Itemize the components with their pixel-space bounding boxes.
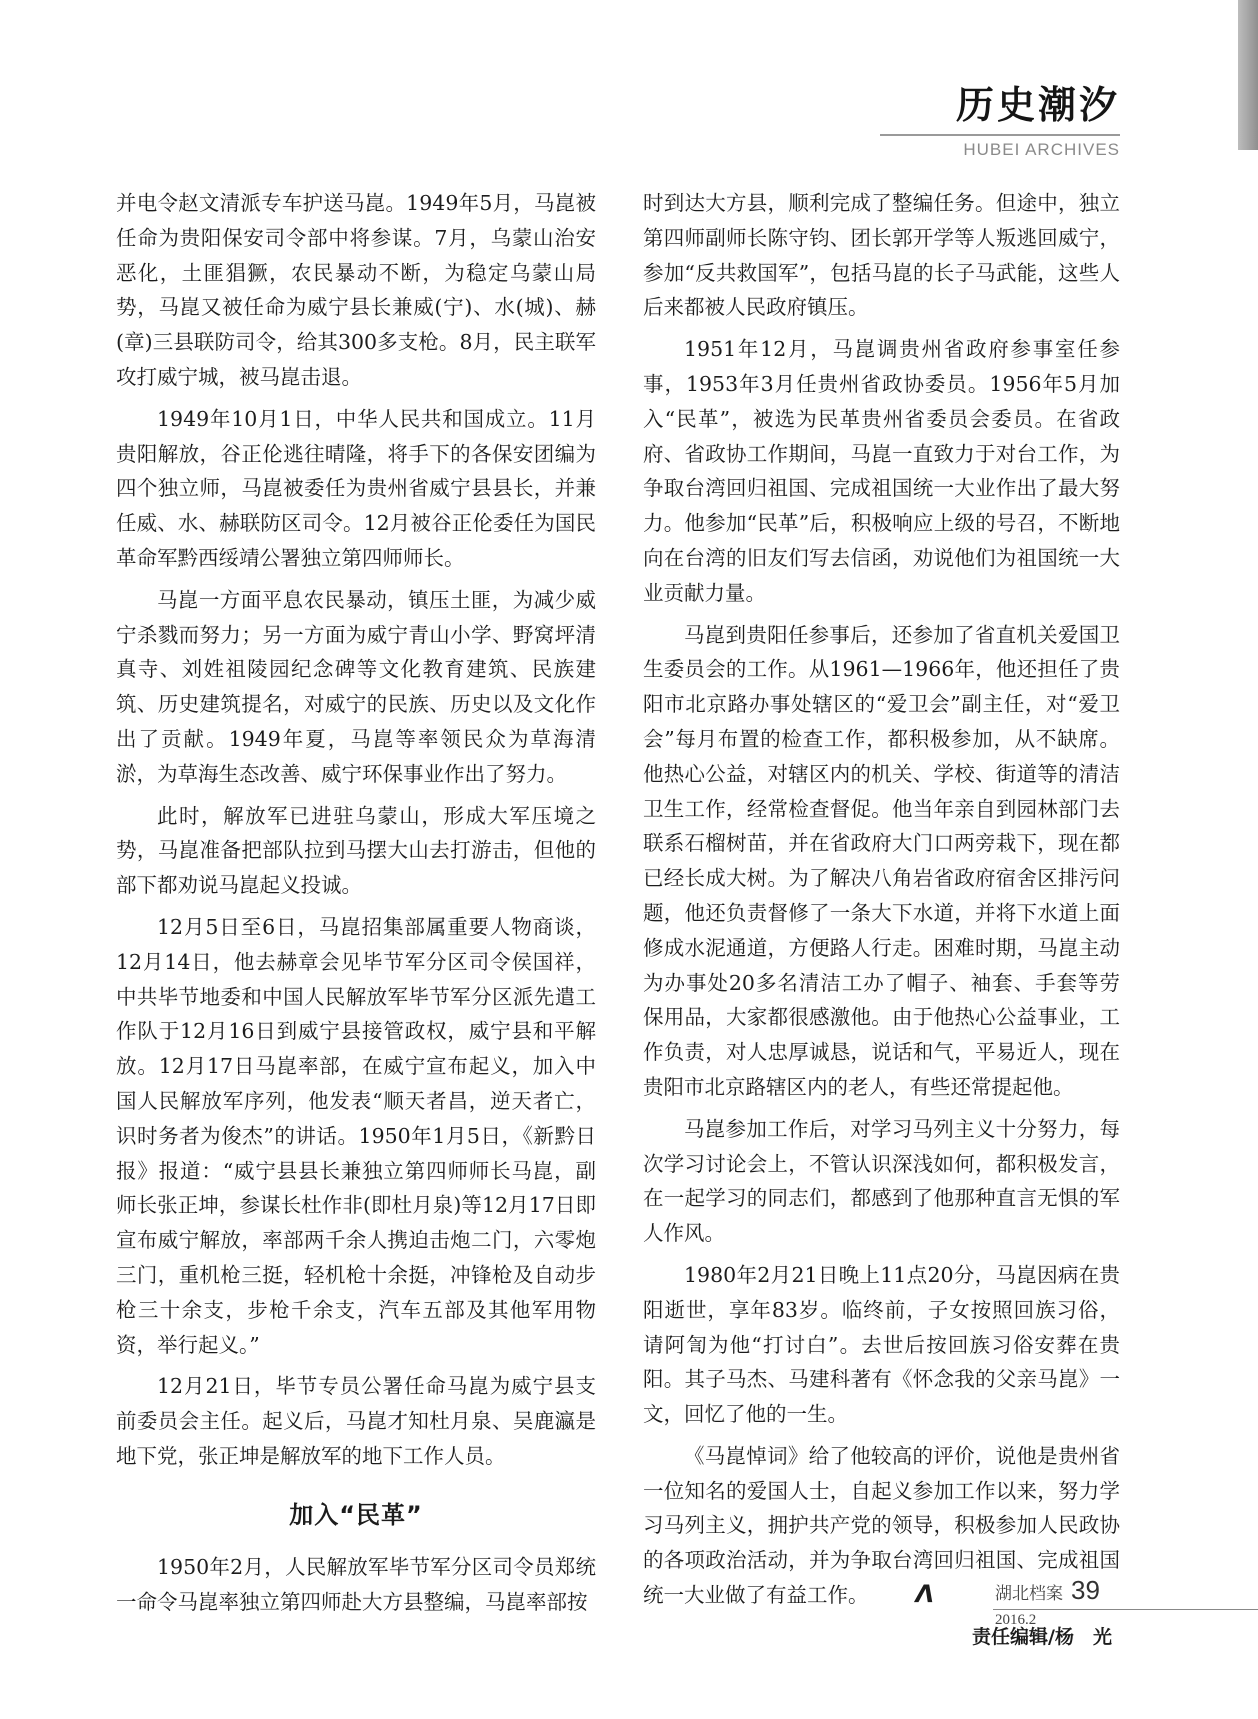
paragraph: 1951年12月，马崑调贵州省政府参事室任参事，1953年3月任贵州省政协委员。1956年5月加入“民革”，被选为民革贵州省委员会委员。在省政府、省政协工作期间，马崑一直致力于对台工作，为争取台湾回归祖国、完成祖国统一大业作出了最大努力。他参加“民革”后，积极响应上级的号召，不断地向在台湾的旧友们写去信函，劝说他们为祖国统一大业贡献力量。	[643, 337, 1120, 605]
paragraph: 马崑参加工作后，对学习马列主义十分努力，每次学习讨论会上，不管认识深浅如何，都积极发言，在一起学习的同志们，都感到了他那种直言无惧的军人作风。	[643, 1116, 1120, 1246]
paragraph: 马崑到贵阳任参事后，还参加了省直机关爱国卫生委员会的工作。从1961—1966年，他还担任了贵阳市北京路办事处辖区的“爱卫会”副主任，对“爱卫会”每月布置的检查工作，都积极参加，从不缺席。他热心公益，对辖区内的机关、学校、街道等的清洁卫生工作，经常检查督促。他当年亲自到园林部门去联系石榴树苗，并在省政府大门口两旁栽下，现在都已经长成大树。为了解决八角岩省政府宿舍区排污问题，他还负责督修了一条大下水道，并将下水道上面修成水泥通道，方便路人行走。困难时期，马崑主动为办事处20多名清洁工办了帽子、袖套、手套等劳保用品，大家都很感激他。由于他热心公益事业，工作负责，对人忠厚诚恳，说话和气，平易近人，现在贵阳市北京路辖区内的老人，有些还常提起他。	[643, 622, 1120, 1099]
section-title: 历史潮汐	[955, 82, 1120, 127]
paragraph: 1980年2月21日晚上11点20分，马崑因病在贵阳逝世，享年83岁。临终前，子女按照回族习俗，请阿訇为他“打讨白”。去世后按回族习俗安葬在贵阳。其子马杰、马建科著有《怀念我的父亲马崑》一文，回忆了他的一生。	[643, 1262, 1120, 1427]
page-footer	[993, 1575, 1258, 1629]
paragraph: 1949年10月1日，中华人民共和国成立。11月贵阳解放，谷正伦逃往晴隆，将手下的各保安团编为四个独立师，马崑被委任为贵州省威宁县县长，并兼任威、水、赫联防区司令。12月被谷正伦委任为国民革命军黔西绥靖公署独立第四师师长。	[116, 406, 596, 570]
section-subtitle-en: HUBEI ARCHIVES	[963, 140, 1120, 159]
paragraph: 12月5日至6日，马崑招集部属重要人物商谈，12月14日，他去赫章会见毕节军分区司令侯国祥，中共毕节地委和中国人民解放军毕节军分区派先遣工作队于12月16日到威宁县接管政权，威宁县和平解放。12月17日马崑率部，在威宁宣布起义，加入中国人民解放军序列，他发表“顺天者昌，逆天者亡，识时务者为俊杰”的讲话。1950年1月5日，《新黔日报》报道：“威宁县县长兼独立第四师师长马崑，副师长张正坤，参谋长杜作非(即杜月泉)等12月17日即宣布威宁解放，率部两千余人携迫击炮二门，六零炮三门，重机枪三挺，轻机枪十余挺，冲锋枪及自动步枪三十余支，步枪千余支，汽车五部及其他军用物资，举行起义。”	[116, 914, 596, 1357]
right-column	[643, 186, 1120, 1655]
paragraph: 并电令赵文清派专车护送马崑。1949年5月，马崑被任命为贵阳保安司令部中将参谋。7月，乌蒙山治安恶化，土匪猖獗，农民暴动不断，为稳定乌蒙山局势，马崑又被任命为威宁县长兼威(宁)、水(城)、赫(章)三县联防司令，给其300多支枪。8月，民主联军攻打威宁城，被马崑击退。	[116, 191, 596, 389]
end-of-article-icon: Λ	[915, 1580, 935, 1609]
editor-credit: 责任编辑/杨 光	[972, 1625, 1112, 1648]
paragraph: 12月21日，毕节专员公署任命马崑为威宁县支前委员会主任。起义后，马崑才知杜月泉、吴鹿瀛是地下党，张正坤是解放军的地下工作人员。	[116, 1374, 596, 1468]
issue-number: 2016.2	[995, 1612, 1037, 1628]
paragraph: 马崑一方面平息农民暴动，镇压土匪，为减少威宁杀戮而努力；另一方面为威宁青山小学、野窝坪清真寺、刘姓祖陵园纪念碑等文化教育建筑、民族建筑、历史建筑提名，对威宁的民族、历史以及文化作出了贡献。1949年夏，马崑等率领民众为草海清淤，为草海生态改善、威宁环保事业作出了努力。	[116, 587, 596, 786]
subheading: 加入“民革”	[289, 1500, 423, 1529]
paragraph: 1950年2月，人民解放军毕节军分区司令员郑统一命令马崑率独立第四师赴大方县整编，马崑率部按	[116, 1555, 596, 1615]
paragraph-text: 《马崑悼词》给了他较高的评价，说他是贵州省一位知名的爱国人士，自起义参加工作以来，努力学习马列主义，拥护共产党的领导，积极参加人民政协的各项政治活动，并为争取台湾回归祖国、完成祖国统一大业做了有益工作。	[643, 1443, 1120, 1608]
left-column	[116, 186, 596, 1627]
section-header	[880, 82, 1120, 160]
footer-divider	[993, 1609, 1258, 1610]
magazine-name: 湖北档案	[995, 1584, 1063, 1604]
side-decoration-bar	[1238, 0, 1258, 150]
paragraph: 时到达大方县，顺利完成了整编任务。但途中，独立第四师副师长陈守钧、团长郭开学等人叛逃回威宁，参加“反共救国军”，包括马崑的长子马武能，这些人后来都被人民政府镇压。	[643, 191, 1120, 320]
header-divider	[880, 134, 1120, 136]
page-number: 39	[1071, 1575, 1100, 1605]
paragraph: 此时，解放军已进驻乌蒙山，形成大军压境之势，马崑准备把部队拉到马摆大山去打游击，但他的部下都劝说马崑起义投诚。	[116, 803, 596, 898]
